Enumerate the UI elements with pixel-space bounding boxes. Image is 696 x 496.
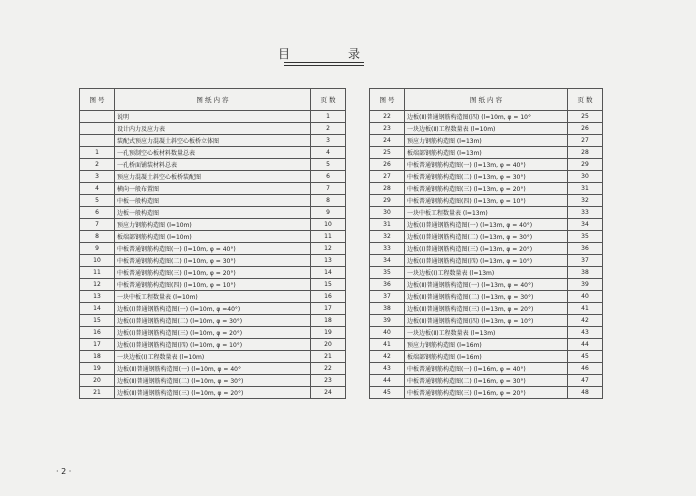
drawing-content-cell: 设计内力及应力表 bbox=[115, 123, 311, 135]
header-drawing-number: 图 号 bbox=[80, 89, 115, 111]
table-row bbox=[370, 195, 603, 207]
drawing-number-cell: 8 bbox=[80, 231, 115, 243]
drawing-number-cell: 38 bbox=[370, 303, 405, 315]
table-row bbox=[80, 375, 346, 387]
table-row bbox=[80, 219, 346, 231]
page-number-cell: 44 bbox=[568, 339, 603, 351]
page-number-cell: 3 bbox=[311, 135, 346, 147]
page-number-cell: 17 bbox=[311, 303, 346, 315]
drawing-number-cell: 7 bbox=[80, 219, 115, 231]
drawing-content-cell: 预应力钢筋构造图 (l=10m) bbox=[115, 219, 311, 231]
header-drawing-content: 图 纸 内 容 bbox=[405, 89, 568, 111]
table-row bbox=[80, 231, 346, 243]
table-row bbox=[370, 303, 603, 315]
drawing-content-cell: 边板(Ⅰ)普通钢筋构造图(四) (l=10m, φ = 10°) bbox=[115, 339, 311, 351]
drawing-number-cell: 32 bbox=[370, 231, 405, 243]
page-number-cell: 19 bbox=[311, 327, 346, 339]
table-row bbox=[370, 279, 603, 291]
title-underline-second bbox=[284, 65, 364, 66]
drawing-number-cell: 18 bbox=[80, 351, 115, 363]
page-number-cell: 34 bbox=[568, 219, 603, 231]
drawing-content-cell: 边板(Ⅰ)普通钢筋构造图(三) (l=13m, φ = 20°) bbox=[405, 243, 568, 255]
table-header-row bbox=[370, 89, 603, 111]
drawing-number-cell: 35 bbox=[370, 267, 405, 279]
table-row bbox=[80, 387, 346, 399]
drawing-content-cell: 中板普通钢筋构造图(一) (l=10m, φ = 40°) bbox=[115, 243, 311, 255]
table-row bbox=[370, 315, 603, 327]
drawing-content-cell: 中板普通钢筋构造图(二) (l=16m, φ = 30°) bbox=[405, 375, 568, 387]
page-number-cell: 6 bbox=[311, 171, 346, 183]
page-number-cell: 46 bbox=[568, 363, 603, 375]
header-drawing-content: 图 纸 内 容 bbox=[115, 89, 311, 111]
table-row bbox=[370, 183, 603, 195]
drawing-content-cell: 预应力钢筋构造图 (l=13m) bbox=[405, 135, 568, 147]
drawing-number-cell: 16 bbox=[80, 327, 115, 339]
table-row bbox=[80, 171, 346, 183]
table-row bbox=[370, 135, 603, 147]
page-number-cell: 27 bbox=[568, 135, 603, 147]
page-number-cell: 43 bbox=[568, 327, 603, 339]
table-row bbox=[370, 219, 603, 231]
title-char-2: 录 bbox=[348, 47, 363, 61]
header-page-number: 页 数 bbox=[311, 89, 346, 111]
drawing-content-cell: 一块边板(Ⅱ)工程数量表 (l=13m) bbox=[405, 327, 568, 339]
table-row bbox=[80, 111, 346, 123]
drawing-number-cell: 33 bbox=[370, 243, 405, 255]
page-number-cell: 23 bbox=[311, 375, 346, 387]
drawing-number-cell: 1 bbox=[80, 147, 115, 159]
table-row bbox=[370, 231, 603, 243]
drawing-number-cell: 36 bbox=[370, 279, 405, 291]
drawing-number-cell: 26 bbox=[370, 159, 405, 171]
table-row bbox=[80, 303, 346, 315]
drawing-content-cell: 中板普通钢筋构造图(一) (l=16m, φ = 40°) bbox=[405, 363, 568, 375]
drawing-number-cell: 42 bbox=[370, 351, 405, 363]
table-row bbox=[370, 363, 603, 375]
page-number-cell: 24 bbox=[311, 387, 346, 399]
page-number-cell: 5 bbox=[311, 159, 346, 171]
drawing-number-cell: 5 bbox=[80, 195, 115, 207]
drawing-content-cell: 一块中板工程数量表 (l=13m) bbox=[405, 207, 568, 219]
drawing-content-cell: 中板普通钢筋构造图(二) (l=10m, φ = 30°) bbox=[115, 255, 311, 267]
drawing-number-cell: 34 bbox=[370, 255, 405, 267]
drawing-number-cell: 31 bbox=[370, 219, 405, 231]
page-number-cell: 45 bbox=[568, 351, 603, 363]
table-row bbox=[80, 147, 346, 159]
title-char-1: 目 bbox=[278, 47, 293, 61]
drawing-content-cell: 说明 bbox=[115, 111, 311, 123]
table-row bbox=[80, 195, 346, 207]
table-row bbox=[370, 327, 603, 339]
drawing-number-cell: 6 bbox=[80, 207, 115, 219]
drawing-number-cell: 3 bbox=[80, 171, 115, 183]
drawing-number-cell: 11 bbox=[80, 267, 115, 279]
drawing-content-cell: 边板(Ⅱ)普通钢筋构造图(二) (l=13m, φ = 30°) bbox=[405, 291, 568, 303]
drawing-number-cell: 40 bbox=[370, 327, 405, 339]
table-row bbox=[80, 279, 346, 291]
header-drawing-number: 图 号 bbox=[370, 89, 405, 111]
table-row bbox=[370, 243, 603, 255]
page-number-cell: 31 bbox=[568, 183, 603, 195]
drawing-content-cell: 板端部钢筋构造图 (l=16m) bbox=[405, 351, 568, 363]
table-row bbox=[80, 291, 346, 303]
drawing-number-cell: 28 bbox=[370, 183, 405, 195]
table-row bbox=[370, 291, 603, 303]
drawing-content-cell: 一块边板(Ⅰ)工程数量表 (l=10m) bbox=[115, 351, 311, 363]
drawing-content-cell: 中板普通钢筋构造图(三) (l=16m, φ = 20°) bbox=[405, 387, 568, 399]
drawing-content-cell: 中板普通钢筋构造图(三) (l=13m, φ = 20°) bbox=[405, 183, 568, 195]
drawing-number-cell: 10 bbox=[80, 255, 115, 267]
drawing-content-cell: 边板(Ⅱ)普通钢筋构造图(一) (l=10m, φ = 40° bbox=[115, 363, 311, 375]
table-row bbox=[370, 255, 603, 267]
drawing-number-cell: 25 bbox=[370, 147, 405, 159]
page-number-cell: 47 bbox=[568, 375, 603, 387]
header-page-number: 页 数 bbox=[568, 89, 603, 111]
page-number-cell: 40 bbox=[568, 291, 603, 303]
page-number-cell: 18 bbox=[311, 315, 346, 327]
table-row bbox=[370, 387, 603, 399]
drawing-number-cell: 37 bbox=[370, 291, 405, 303]
contents-table-right bbox=[369, 88, 603, 399]
drawing-content-cell: 边板一般构造图 bbox=[115, 207, 311, 219]
drawing-number-cell: 2 bbox=[80, 159, 115, 171]
drawing-content-cell: 装配式预应力混凝土斜空心板桥立体图 bbox=[115, 135, 311, 147]
page-number-cell: 38 bbox=[568, 267, 603, 279]
drawing-content-cell: 边板(Ⅰ)普通钢筋构造图(三) (l=10m, φ = 20°) bbox=[115, 327, 311, 339]
drawing-number-cell: 43 bbox=[370, 363, 405, 375]
page-number-cell: 1 bbox=[311, 111, 346, 123]
drawing-number-cell: 12 bbox=[80, 279, 115, 291]
page-number-cell: 22 bbox=[311, 363, 346, 375]
drawing-content-cell: 中板普通钢筋构造图(四) (l=10m, φ = 10°) bbox=[115, 279, 311, 291]
drawing-content-cell: 边板(Ⅰ)普通钢筋构造图(四) (l=13m, φ = 10°) bbox=[405, 255, 568, 267]
drawing-number-cell: 4 bbox=[80, 183, 115, 195]
table-row bbox=[370, 123, 603, 135]
drawing-content-cell: 边板(Ⅱ)普通钢筋构造图(四) (l=13m, φ = 10°) bbox=[405, 315, 568, 327]
table-row bbox=[370, 147, 603, 159]
drawing-content-cell: 中板一般构造图 bbox=[115, 195, 311, 207]
drawing-content-cell: 边板(Ⅰ)普通钢筋构造图(一) (l=13m, φ = 40°) bbox=[405, 219, 568, 231]
table-row bbox=[80, 135, 346, 147]
page-number-cell: 11 bbox=[311, 231, 346, 243]
drawing-number-cell bbox=[80, 111, 115, 123]
drawing-number-cell: 14 bbox=[80, 303, 115, 315]
drawing-content-cell: 一块边板(Ⅰ)工程数量表 (l=13m) bbox=[405, 267, 568, 279]
page-number-cell: 33 bbox=[568, 207, 603, 219]
table-row bbox=[370, 207, 603, 219]
page-number-cell: 10 bbox=[311, 219, 346, 231]
drawing-number-cell: 41 bbox=[370, 339, 405, 351]
table-row bbox=[370, 159, 603, 171]
page-number-cell: 37 bbox=[568, 255, 603, 267]
drawing-number-cell: 20 bbox=[80, 375, 115, 387]
drawing-number-cell: 29 bbox=[370, 195, 405, 207]
page-number-cell: 36 bbox=[568, 243, 603, 255]
drawing-number-cell: 22 bbox=[370, 111, 405, 123]
page-number-cell: 15 bbox=[311, 279, 346, 291]
page-number-cell: 32 bbox=[568, 195, 603, 207]
drawing-content-cell: 一块中板工程数量表 (l=10m) bbox=[115, 291, 311, 303]
page-number-cell: 20 bbox=[311, 339, 346, 351]
table-row bbox=[80, 339, 346, 351]
drawing-content-cell: 边板(Ⅱ)普通钢筋构造图(二) (l=10m, φ = 30°) bbox=[115, 375, 311, 387]
table-row bbox=[80, 243, 346, 255]
table-row bbox=[80, 255, 346, 267]
page-title bbox=[278, 45, 362, 62]
drawing-content-cell: 中板普通钢筋构造图(一) (l=13m, φ = 40°) bbox=[405, 159, 568, 171]
drawing-content-cell: 一孔桥面铺装材料总表 bbox=[115, 159, 311, 171]
drawing-content-cell: 边板(Ⅱ)普通钢筋构造图(三) (l=13m, φ = 20°) bbox=[405, 303, 568, 315]
drawing-content-cell: 板端部钢筋构造图 (l=10m) bbox=[115, 231, 311, 243]
drawing-number-cell: 24 bbox=[370, 135, 405, 147]
table-row bbox=[370, 351, 603, 363]
drawing-number-cell: 27 bbox=[370, 171, 405, 183]
title-underline bbox=[284, 62, 364, 63]
page-number: · 2 · bbox=[56, 467, 72, 476]
table-row bbox=[80, 183, 346, 195]
table-row bbox=[370, 171, 603, 183]
table-row bbox=[80, 267, 346, 279]
table-row bbox=[370, 375, 603, 387]
page-number-cell: 29 bbox=[568, 159, 603, 171]
table-row bbox=[80, 363, 346, 375]
drawing-number-cell: 45 bbox=[370, 387, 405, 399]
page-number-cell: 39 bbox=[568, 279, 603, 291]
drawing-content-cell: 横向一般布置图 bbox=[115, 183, 311, 195]
table-row bbox=[80, 351, 346, 363]
drawing-content-cell: 边板(Ⅰ)普通钢筋构造图(二) (l=10m, φ = 30°) bbox=[115, 315, 311, 327]
drawing-number-cell: 30 bbox=[370, 207, 405, 219]
page-number-cell: 4 bbox=[311, 147, 346, 159]
drawing-content-cell: 边板(Ⅱ)普通钢筋构造图(四) (l=10m, φ = 10° bbox=[405, 111, 568, 123]
page-number-cell: 9 bbox=[311, 207, 346, 219]
page-number-cell: 28 bbox=[568, 147, 603, 159]
page-number-cell: 13 bbox=[311, 255, 346, 267]
table-row bbox=[370, 339, 603, 351]
page-number-cell: 41 bbox=[568, 303, 603, 315]
table-row bbox=[370, 111, 603, 123]
drawing-content-cell: 预应力钢筋构造图 (l=16m) bbox=[405, 339, 568, 351]
drawing-number-cell: 39 bbox=[370, 315, 405, 327]
drawing-content-cell: 边板(Ⅰ)普通钢筋构造图(一) (l=10m, φ =40°) bbox=[115, 303, 311, 315]
page-number-cell: 2 bbox=[311, 123, 346, 135]
table-row bbox=[370, 267, 603, 279]
drawing-content-cell: 边板(Ⅰ)普通钢筋构造图(二) (l=13m, φ = 30°) bbox=[405, 231, 568, 243]
drawing-content-cell: 一孔预制空心板材料数量总表 bbox=[115, 147, 311, 159]
drawing-number-cell: 13 bbox=[80, 291, 115, 303]
drawing-content-cell: 中板普通钢筋构造图(二) (l=13m, φ = 30°) bbox=[405, 171, 568, 183]
page-number-cell: 12 bbox=[311, 243, 346, 255]
page-number-cell: 42 bbox=[568, 315, 603, 327]
page-number-cell: 35 bbox=[568, 231, 603, 243]
drawing-number-cell: 44 bbox=[370, 375, 405, 387]
drawing-number-cell bbox=[80, 123, 115, 135]
page-number-cell: 14 bbox=[311, 267, 346, 279]
table-row bbox=[80, 123, 346, 135]
table-row bbox=[80, 315, 346, 327]
table-row bbox=[80, 207, 346, 219]
page-number-cell: 25 bbox=[568, 111, 603, 123]
page-number-cell: 8 bbox=[311, 195, 346, 207]
table-row bbox=[80, 327, 346, 339]
drawing-content-cell: 一块边板(Ⅱ)工程数量表 (l=10m) bbox=[405, 123, 568, 135]
drawing-content-cell: 板端部钢筋构造图 (l=13m) bbox=[405, 147, 568, 159]
drawing-number-cell: 21 bbox=[80, 387, 115, 399]
table-header-row bbox=[80, 89, 346, 111]
drawing-number-cell: 19 bbox=[80, 363, 115, 375]
page-number-cell: 30 bbox=[568, 171, 603, 183]
drawing-number-cell bbox=[80, 135, 115, 147]
contents-table-left bbox=[79, 88, 346, 399]
page-number-cell: 7 bbox=[311, 183, 346, 195]
drawing-content-cell: 中板普通钢筋构造图(三) (l=10m, φ = 20°) bbox=[115, 267, 311, 279]
table-row bbox=[80, 159, 346, 171]
page-number-cell: 21 bbox=[311, 351, 346, 363]
page-number-cell: 26 bbox=[568, 123, 603, 135]
drawing-content-cell: 边板(Ⅱ)普通钢筋构造图(三) (l=10m, φ = 20°) bbox=[115, 387, 311, 399]
page-number-cell: 48 bbox=[568, 387, 603, 399]
drawing-number-cell: 23 bbox=[370, 123, 405, 135]
drawing-number-cell: 17 bbox=[80, 339, 115, 351]
page-number-cell: 16 bbox=[311, 291, 346, 303]
drawing-number-cell: 15 bbox=[80, 315, 115, 327]
drawing-content-cell: 边板(Ⅱ)普通钢筋构造图(一) (l=13m, φ = 40°) bbox=[405, 279, 568, 291]
drawing-number-cell: 9 bbox=[80, 243, 115, 255]
drawing-content-cell: 预应力混凝土斜空心板桥装配图 bbox=[115, 171, 311, 183]
drawing-content-cell: 中板普通钢筋构造图(四) (l=13m, φ = 10°) bbox=[405, 195, 568, 207]
